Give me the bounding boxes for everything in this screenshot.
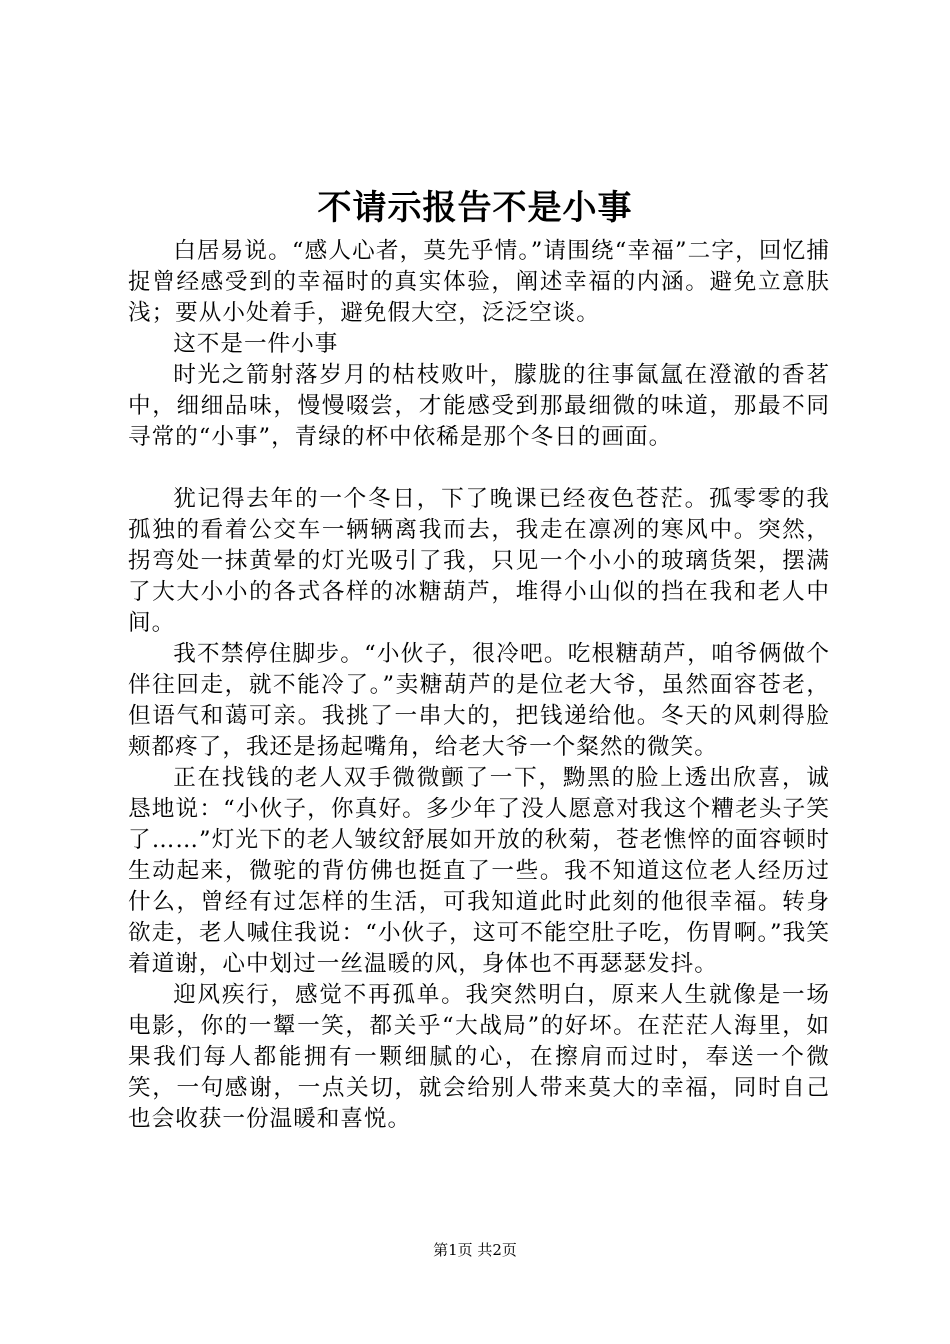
paragraph-winter-day: 犹记得去年的一个冬日，下了晚课已经夜色苍茫。孤零零的我孤独的看着公交车一辆辆离我而去，我走在凛冽的寒风中。突然，拐弯处一抹黄晕的灯光吸引了我，只见一个小小的玻璃货架，摆满了大大小小的各式各样的冰糖葫芦，堆得小山似的挡在我和老人中间。	[128, 486, 830, 636]
page-title: 不请示报告不是小事	[317, 188, 633, 228]
paragraph-old-man-reaction: 正在找钱的老人双手微微颤了一下，黝黑的脸上透出欣喜，诚恳地说：“小伙子，你真好。多少年了没人愿意对我这个糟老头子笑了……”灯光下的老人皱纹舒展如开放的秋菊，苍老憔悴的面容顿时生动起来，微驼的背仿佛也挺直了一些。我不知道这位老人经历过什么，曾经有过怎样的生活，可我知道此时此刻的他很幸福。转身欲走，老人喊住我说：“小伙子，这可不能空肚子吃，伤胃啊。”我笑着道谢，心中划过一丝温暖的风，身体也不再瑟瑟发抖。	[128, 765, 830, 977]
page-footer: 第1页 共2页	[433, 1241, 517, 1259]
document-body	[128, 236, 830, 1135]
paragraph-prompt: 白居易说。“感人心者，莫先乎情。”请围绕“幸福”二字，回忆捕捉曾经感受到的幸福时的真实体验，阐述幸福的内涵。避免立意肤浅；要从小处着手，避免假大空，泛泛空谈。	[128, 238, 830, 326]
paragraph-intro: 时光之箭射落岁月的枯枝败叶，朦胧的往事氤氲在澄澈的香茗中，细细品味，慢慢啜尝，才能感受到那最细微的味道，那最不同寻常的“小事”，青绿的杯中依稀是那个冬日的画面。	[128, 362, 830, 450]
paragraph-conclusion: 迎风疾行，感觉不再孤单。我突然明白，原来人生就像是一场电影，你的一颦一笑，都关乎“大战局”的好坏。在茫茫人海里，如果我们每人都能拥有一颗细腻的心，在擦肩而过时，奉送一个微笑，一句感谢，一点关切，就会给别人带来莫大的幸福，同时自己也会收获一份温暖和喜悦。	[128, 982, 830, 1132]
paragraph-essay-title: 这不是一件小事	[173, 331, 339, 357]
paragraph-old-man-offer: 我不禁停住脚步。“小伙子，很冷吧。吃根糖葫芦，咱爷俩做个伴往回走，就不能冷了。”卖糖葫芦的是位老大爷，虽然面容苍老，但语气和蔼可亲。我挑了一串大的，把钱递给他。冬天的风刺得脸颊都疼了，我还是扬起嘴角，给老大爷一个粲然的微笑。	[128, 641, 830, 760]
